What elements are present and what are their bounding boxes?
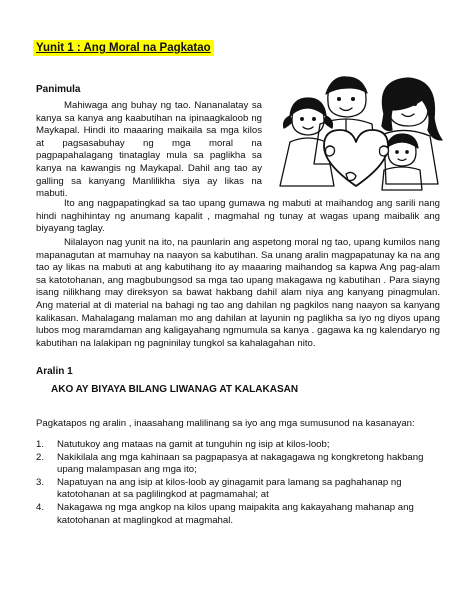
list-item-number: 2. <box>36 451 45 463</box>
list-item <box>36 502 436 527</box>
list-item-number: 3. <box>36 476 45 488</box>
family-holding-heart-drawing <box>276 62 452 192</box>
list-item-number: 4. <box>36 501 45 513</box>
objectives-intro: Pagkatapos ng aralin , inaasahang malilinang sa iyo ang mga sumusunod na kasanayan: <box>36 418 415 429</box>
lesson-heading: Aralin 1 <box>36 366 73 377</box>
list-item-text: Nakagawa ng mga angkop na kilos upang maipakita ang kakayahang mahanap ang katotohanan at maglingkod at magmahal. <box>57 501 414 526</box>
list-item-text: Natutukoy ang mataas na gamit at tunguhin ng isip at kilos-loob; <box>57 439 330 450</box>
intro-heading: Panimula <box>36 84 81 95</box>
list-item <box>36 439 436 452</box>
list-item-number: 1. <box>36 439 45 450</box>
intro-paragraph-3: Nilalayon nag yunit na ito, na paunlarin ang aspetong moral ng tao, upang kumilos nang mapanagutan at mamuhay na naayon sa kabutihan. Sa unang aralin magpapatunay ka na ang tao ay likas na mabuti at ang kabutihang ito ay maaaring maihandog sa kapwa Ang pag-alam sa katotohanan, ang magbubungsod sa mga tao upang makagawa ng kabutihan . Para siayng isang nilikhang may direksyon sa bawat hakbang dahil alam niya ang kanyang pinagmulan. Ang material at di material na bahagi ng tao ang dahilan ng pagkilos nang naayon sa kanyang kalikasan. Mahalagang malaman mo ang dahilan at layunin ng paglikha sa iyo ng diyos upang lubos mog maramdaman ang kaligayahang ngmumula sa kanya . gagawa ka ng kalendaryo ng kabutihan na lalakipan ng pagninilay tungkol sa kahalagahan nito. <box>36 237 440 349</box>
unit-title: Yunit 1 : Ang Moral na Pagkatao <box>33 40 214 56</box>
list-item <box>36 477 436 502</box>
lesson-title: AKO AY BIYAYA BILANG LIWANAG AT KALAKASAN <box>51 384 299 395</box>
intro-paragraph-1: Mahiwaga ang buhay ng tao. Nananalatay sa kanya sa kanya ang kaabutihan na ipinaagkaloob ng Maykapal. Hindi ito maaaring maikaila sa mga kilos at pagsasabuhay ng mga moral na pagpapahalagang tinataglay mula sa paglikha sa kanya na kawangis ng Maykapal. Dahil ang tao ay galling sa kanyang Manlilikha siya ay likas na mabuti. <box>36 100 262 200</box>
list-item-text: Napatuyan na ang isip at kilos-loob ay ginagamit para lamang sa paghahanap ng katotohanan at sa paglilingkod at pagmamahal; at <box>57 476 402 501</box>
intro-paragraph-2: Ito ang nagpapatingkad sa tao upang gumawa ng mabuti at maihandog ang sarili nang hindi naghihintay ng anumang kapalit , magmahal ng tunay at wagas upang maibalik ang biyayang taglay. <box>36 198 440 235</box>
list-item <box>36 452 436 477</box>
list-item-text: Nakikilala ang mga kahinaan sa pagpapasya at nakagagawa ng kongkretong hakbang upang malampasan ang mga ito; <box>57 451 424 476</box>
objectives-list <box>36 439 436 527</box>
